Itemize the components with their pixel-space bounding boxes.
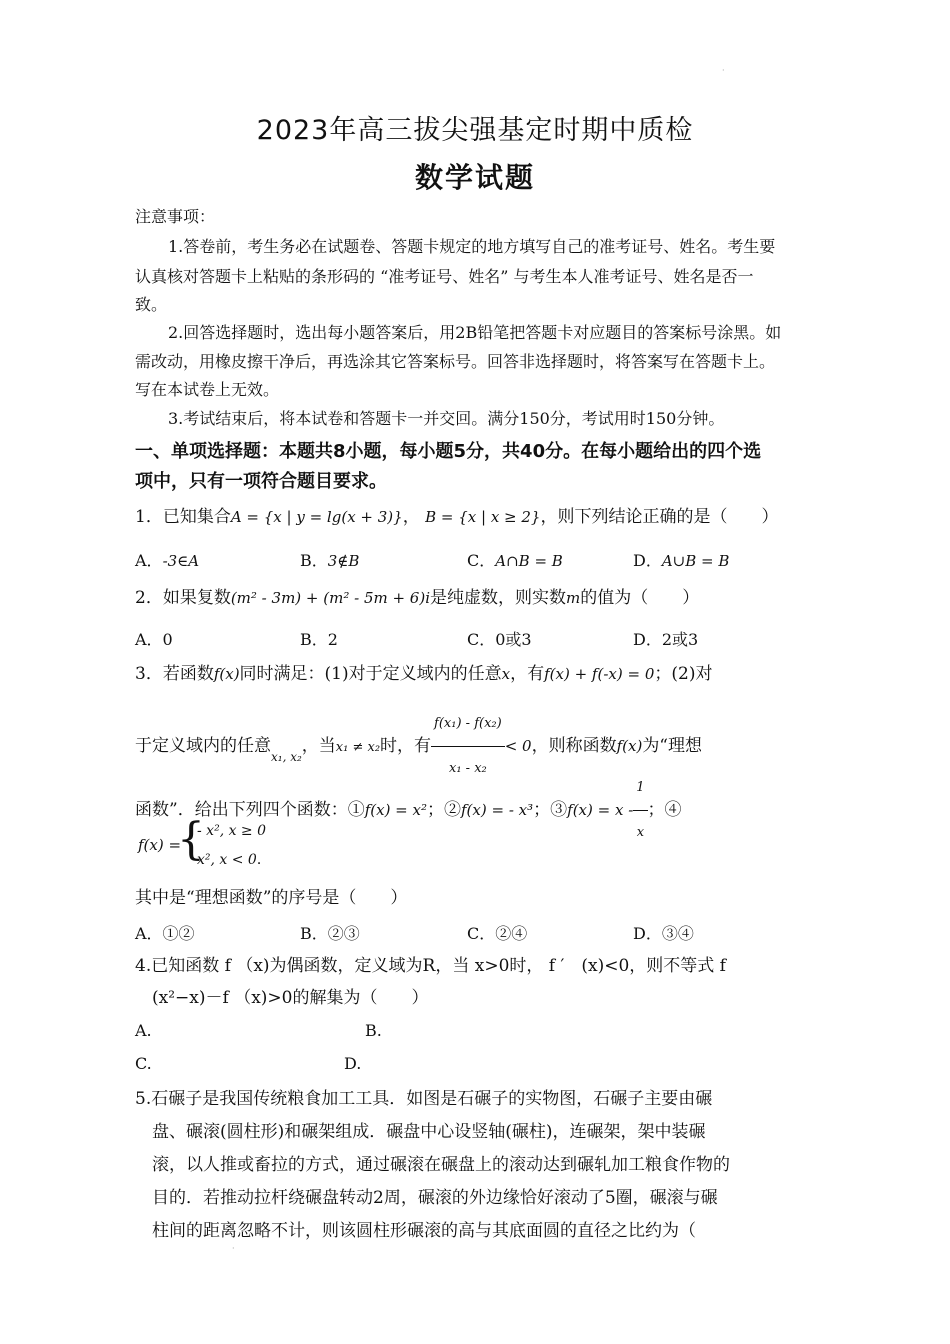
- q3-func3-den: x: [636, 825, 645, 840]
- q3-l1-mid: 同时满足：(1)对于定义域内的任意: [239, 664, 502, 684]
- q3-x: x: [501, 665, 511, 683]
- exam-title: 2023年高三拔尖强基定时期中质检: [256, 115, 694, 146]
- q3-option-c: C．②④: [467, 924, 528, 943]
- q1-option-d-label: D．: [633, 551, 662, 570]
- notice-item2-line2: 需改动，用橡皮擦干净后，再选涂其它答案标号。回答非选择题时，将答案写在答题卡上。: [135, 352, 776, 371]
- section1-heading-line2: 项中，只有一项符合题目要求。: [135, 471, 387, 492]
- notice-item2-line1: 2.回答选择题时，选出每小题答案后，用2B铅笔把答题卡对应题目的答案标号涂黑。如: [168, 323, 782, 342]
- q1-option-d: [633, 548, 729, 571]
- q3-func2: f(x) = - x³: [461, 801, 534, 819]
- q1-option-b-label: B．: [300, 551, 328, 570]
- q4-option-c: C.: [135, 1054, 152, 1073]
- q2-option-a: A．0: [135, 630, 173, 649]
- q3-line3: [135, 766, 682, 855]
- notice-item2-line3: 写在本试卷上无效。: [135, 380, 280, 399]
- q3-frac-den: x₁ - x₂: [449, 761, 487, 776]
- q3-l3-sep3: ；④: [647, 800, 682, 820]
- q1-option-a: [135, 548, 199, 571]
- q1-option-a-text: -3∈A: [162, 552, 200, 570]
- q1-set-b: B = {x | x ≥ 2}: [425, 508, 541, 526]
- q3-func4-end: ．: [256, 852, 271, 868]
- q3-fx: f(x): [213, 665, 240, 683]
- q2-complex-expr: (m² - 3m) + (m² - 5m + 6)i: [230, 589, 431, 607]
- q3-l3-sep2: ；③: [533, 800, 568, 820]
- q3-option-d: D．③④: [633, 924, 694, 943]
- q3-l1-has: ，有: [510, 664, 545, 684]
- q3-option-a: A．①②: [135, 924, 195, 943]
- q3-fx-2: f(x): [616, 737, 643, 755]
- q5-line1: 5.石碾子是我国传统粮食加工工具．如图是石碾子的实物图，石碾子主要由碾: [135, 1089, 713, 1109]
- q2-stem-start: 2．如果复数: [135, 588, 231, 608]
- subject-title: 数学试题: [414, 161, 535, 194]
- scan-dot-bottom: ·: [232, 1244, 235, 1253]
- q3-l2-then: 时，有: [380, 736, 432, 756]
- q1-option-c-label: C．: [467, 551, 496, 570]
- q2-stem: [135, 584, 699, 612]
- q2-option-b: B．2: [300, 630, 338, 649]
- q4-line1: 4.已知函数 f （x)为偶函数，定义域为R，当 x>0时， f ′ (x)<0，则不等式 f: [135, 956, 726, 976]
- q3-l2-start: 于定义域内的任意: [135, 736, 271, 756]
- q5-line2: 盘、碾滚(圆柱形)和碾架组成．碾盘中心设竖轴(碾柱)，连碾架，架中装碾: [152, 1122, 706, 1142]
- q3-func4-lhs-text: f(x) =: [138, 836, 182, 854]
- piecewise-brace-icon: {: [177, 814, 205, 865]
- q3-func4-lhs: [138, 835, 181, 854]
- q2-option-d: D．2或3: [633, 630, 699, 649]
- q3-lt0: < 0: [504, 737, 532, 755]
- scan-dot: ·: [722, 66, 725, 75]
- q3-func4-case2-text: x², x < 0: [197, 852, 257, 868]
- q1-option-c-text: A∩B = B: [495, 552, 563, 570]
- q3-x1x2: x₁, x₂: [271, 750, 302, 764]
- q3-l3-sep1: ；②: [427, 800, 461, 820]
- q3-l2-when: ，当: [301, 736, 336, 756]
- q1-comma: ，: [402, 507, 420, 527]
- q1-option-c: [467, 548, 563, 571]
- notice-item3-line1: 3.考试结束后，将本试卷和答题卡一并交回。满分150分，考试用时150分钟。: [168, 409, 725, 428]
- notice-item1-line2: 认真核对答题卡上粘贴的条形码的 “准考证号、姓名” 与考生本人准考证号、姓名是否一: [135, 267, 754, 286]
- q3-func1: f(x) = x²: [364, 801, 427, 819]
- q4-option-a: A.: [135, 1021, 152, 1040]
- q3-option-b: B．②③: [300, 924, 360, 943]
- q1-stem-start: 1．已知集合: [135, 507, 231, 527]
- q3-func3: f(x) = x -: [567, 801, 634, 819]
- q1-option-a-label: A．: [135, 551, 163, 570]
- q3-l1-start: 3．若函数: [135, 664, 214, 684]
- q3-l3-start: 函数”．给出下列四个函数：①: [135, 800, 365, 820]
- q3-odd-condition: f(x) + f(-x) = 0: [544, 665, 655, 683]
- q3-l2-call: ，则称函数: [531, 736, 617, 756]
- q3-l2-end: 为“理想: [642, 736, 703, 756]
- q3-frac-num: f(x₁) - f(x₂): [431, 702, 505, 747]
- q1-option-b-text: 3∉B: [327, 552, 360, 570]
- q3-neq: x₁ ≠ x₂: [335, 740, 381, 755]
- q3-func4-case1: [197, 823, 266, 839]
- q3-func4-case2: [197, 849, 271, 869]
- notice-heading: 注意事项：: [135, 207, 216, 226]
- q2-stem-end: 的值为（ ）: [580, 588, 700, 608]
- q1-set-a: A = {x | y = lg(x + 3)}: [230, 508, 403, 526]
- q3-line1: [135, 660, 712, 688]
- q3-func3-frac: [633, 766, 647, 855]
- q1-option-b: [300, 548, 359, 571]
- notice-item1-line1: 1.答卷前，考生务必在试题卷、答题卡规定的地方填写自己的准考证号、姓名。考生要: [168, 237, 776, 256]
- q4-option-b: B.: [365, 1021, 382, 1040]
- q1-option-d-text: A∪B = B: [661, 552, 730, 570]
- q5-line5: 柱间的距离忽略不计，则该圆柱形碾滚的高与其底面圆的直径之比约为（: [152, 1221, 696, 1241]
- q3-func4-case1-text: - x², x ≥ 0: [197, 823, 267, 839]
- q2-var: m: [566, 589, 581, 607]
- section1-heading-line1: 一、单项选择题：本题共8小题，每小题5分，共40分。在每小题给出的四个选: [135, 441, 762, 462]
- notice-item1-line3: 致。: [135, 295, 168, 314]
- q5-line4: 目的．若推动拉杆绕碾盘转动2周，碾滚的外边缘恰好滚动了5圈，碾滚与碾: [152, 1188, 718, 1208]
- q3-func3-num: 1: [633, 766, 647, 811]
- q2-option-c: C．0或3: [467, 630, 532, 649]
- q1-stem: [135, 503, 778, 531]
- q3-l1-end: ；(2)对: [654, 664, 713, 684]
- q4-option-d: D.: [344, 1054, 362, 1073]
- q5-line3: 滚，以人推或畜拉的方式，通过碾滚在碾盘上的滚动达到碾轧加工粮食作物的: [152, 1155, 730, 1175]
- q3-question: 其中是“理想函数”的序号是（ ）: [135, 888, 408, 908]
- q2-stem-mid: 是纯虚数，则实数: [430, 588, 567, 608]
- q1-stem-end: ，则下列结论正确的是（ ）: [540, 507, 779, 527]
- q4-line2: (x²−x)－f （x)>0的解集为（ ）: [152, 988, 429, 1008]
